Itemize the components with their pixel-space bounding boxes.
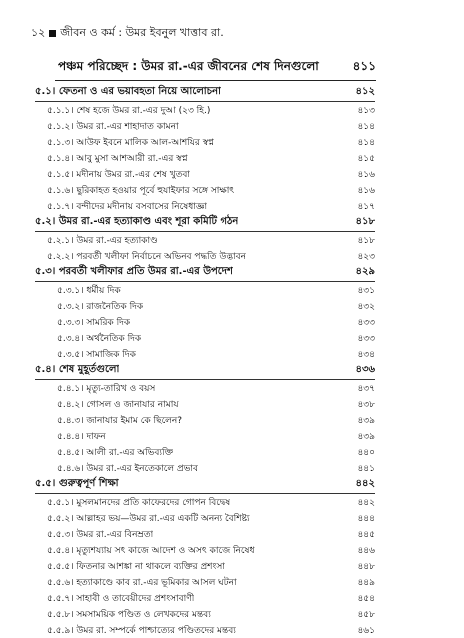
- toc-entry-page: ৪৪৪: [357, 513, 375, 524]
- toc-entry-page: ৪১৮: [355, 216, 375, 227]
- toc-entry-row: [35, 622, 375, 638]
- toc-entry-row: [35, 330, 375, 346]
- toc-entry-page: ৪১৪: [357, 137, 375, 148]
- toc-entry-title: ৫.১.১। শেষ হজে উমর রা.-এর দুআ (২৩ হি.): [47, 105, 211, 116]
- toc-entry-title: ৫.৫.৮। সমসাময়িক পণ্ডিত ও লেখকদের মন্তব্য: [47, 609, 211, 620]
- toc-entry-row: [35, 102, 375, 118]
- toc-entry-title: ৫.২.২। পরবর্তী খলীফা নির্বাচনে অভিনব পদ্ধতি উদ্ভাবন: [47, 251, 246, 262]
- square-bullet-icon: [49, 30, 56, 37]
- toc-entry-title: ৫.৪। শেষ মুহূর্তগুলো: [35, 364, 120, 375]
- toc-entry-title: ৫.৪.৫। আলী রা.-এর অভিব্যক্তি: [57, 447, 174, 458]
- toc-entry-title: ৫.৩.৩। সামরিক দিক: [57, 317, 131, 328]
- toc-entry-title: ৫.৩.৪। অর্থনৈতিক দিক: [57, 333, 142, 344]
- toc-entry-row: [35, 606, 375, 622]
- toc-entry-title: ৫.১.২। উমর রা.-এর শাহাদাত কামনা: [47, 121, 179, 132]
- toc-section-row: [35, 476, 375, 494]
- toc-entry-title: ৫.২। উমর রা.-এর হত্যাকাণ্ড এবং শূরা কমিটি গঠন: [35, 216, 239, 227]
- toc-entry-title: ৫.৫.৪। মৃত্যুশয্যায় সৎ কাজে আদেশ ও অসৎ কাজে নিষেধ: [47, 545, 255, 556]
- toc-entry-page: ৪১৩: [357, 105, 375, 116]
- toc-entry-page: ৪১৭: [357, 201, 375, 212]
- toc-entry-page: ৪৩৪: [357, 349, 375, 360]
- toc-entry-row: [35, 282, 375, 298]
- toc-entry-row: [35, 166, 375, 182]
- toc-entry-page: ৪১৫: [357, 153, 375, 164]
- running-header-text: জীবন ও কর্ম : উমর ইবনুল খাত্তাব রা.: [60, 26, 224, 39]
- toc-entry-page: ৪৪১: [357, 463, 375, 474]
- toc-entry-row: [35, 298, 375, 314]
- toc-section-row: [35, 362, 375, 380]
- toc-entry-row: [35, 118, 375, 134]
- toc-entry-page: ৪২৩: [357, 251, 375, 262]
- page-number: ১২: [31, 26, 46, 39]
- toc-entry-title: ৫.৫.৫। ফিতনার আশঙ্কা না থাকলে ব্যক্তির প্রশংসা: [47, 561, 225, 572]
- chapter-page: ৪১১: [352, 59, 376, 73]
- toc-entry-title: ৫.৫.৩। উমর রা.-এর বিনম্রতা: [47, 529, 154, 540]
- toc-entry-title: ৫.৪.১। মৃত্যু-তারিখ ও বয়স: [57, 383, 156, 394]
- chapter-heading: [58, 58, 376, 78]
- toc-entry-page: ৪৪৬: [357, 545, 375, 556]
- toc-entry-title: ৫.৩.২। রাজনৈতিক দিক: [57, 301, 144, 312]
- toc-entry-page: ৪৩৮: [357, 399, 375, 410]
- toc-entry-page: ৪৪০: [357, 447, 375, 458]
- toc-entry-title: ৫.৩.৫। সামাজিক দিক: [57, 349, 136, 360]
- toc-entry-row: [35, 460, 375, 476]
- table-of-contents: [35, 84, 375, 638]
- toc-entry-title: ৫.৪.৩। জানাযার ইমাম কে ছিলেন?: [57, 415, 183, 426]
- toc-entry-title: ৫.৫.২। আল্লাহর ভয়—উমর রা.-এর একটি অনন্য বৈশিষ্ট্য: [47, 513, 250, 524]
- toc-entry-page: ৪৩৩: [357, 317, 375, 328]
- toc-entry-row: [35, 590, 375, 606]
- toc-entry-title: ৫.১.৩। আউফ ইবনে মালিক আল-আশযির স্বপ্ন: [47, 137, 215, 148]
- toc-entry-title: ৫.৪.৪। দাফন: [57, 431, 106, 442]
- toc-entry-page: ৪৪৫: [357, 529, 375, 540]
- toc-entry-row: [35, 510, 375, 526]
- toc-entry-row: [35, 346, 375, 362]
- toc-entry-row: [35, 558, 375, 574]
- toc-entry-row: [35, 396, 375, 412]
- toc-entry-row: [35, 574, 375, 590]
- toc-entry-page: ৪১৪: [357, 121, 375, 132]
- toc-entry-title: ৫.৪.২। গোসল ও জানাযার নামায: [57, 399, 179, 410]
- toc-entry-page: ৪৩৯: [357, 415, 375, 426]
- toc-entry-row: [35, 150, 375, 166]
- toc-entry-page: ৪২৯: [355, 266, 375, 277]
- toc-entry-row: [35, 542, 375, 558]
- toc-entry-title: ৫.১.৫। মদীনায় উমর রা.-এর শেষ খুতবা: [47, 169, 190, 180]
- toc-entry-row: [35, 444, 375, 460]
- toc-entry-title: ৫.৫.৭। সাহাবী ও তাবেয়ীদের প্রশংসাবাণী: [47, 593, 195, 604]
- chapter-title: পঞ্চম পরিচ্ছেদ : উমর রা.-এর জীবনের শেষ দিনগুলো: [58, 59, 319, 73]
- toc-entry-page: ৪১৬: [357, 185, 375, 196]
- toc-section-row: [35, 214, 375, 232]
- toc-entry-page: ৪৩২: [357, 301, 375, 312]
- toc-entry-page: ৪৪২: [355, 478, 375, 489]
- toc-entry-page: ৪৩৩: [357, 333, 375, 344]
- toc-entry-row: [35, 526, 375, 542]
- toc-entry-row: [35, 232, 375, 248]
- toc-entry-page: ৪৪৯: [357, 577, 375, 588]
- toc-entry-row: [35, 182, 375, 198]
- toc-entry-title: ৫.১। ফেতনা ও এর ভয়াবহতা নিয়ে আলোচনা: [35, 86, 221, 97]
- toc-entry-row: [35, 494, 375, 510]
- toc-entry-title: ৫.১.৪। আবু মুসা আশআরী রা.-এর স্বপ্ন: [47, 153, 188, 164]
- toc-entry-title: ৫.৫.১। মুসলমানদের প্রতি কাফেরদের গোপন বিদ্বেষ: [47, 497, 231, 508]
- toc-entry-title: ৫.৫.৬। হত্যাকাণ্ডে কাব রা.-এর ভূমিকার আসল ঘটনা: [47, 577, 237, 588]
- toc-entry-title: ৫.৫.৯। উমর রা. সম্পর্কে পাশ্চাত্যের পণ্ডিতদের মন্তব্য: [47, 625, 236, 636]
- toc-entry-row: [35, 412, 375, 428]
- toc-entry-page: ৪৫৪: [357, 593, 375, 604]
- toc-entry-row: [35, 134, 375, 150]
- chapter-divider: [55, 80, 376, 81]
- toc-entry-page: ৪৪৮: [357, 561, 375, 572]
- toc-entry-row: [35, 198, 375, 214]
- toc-entry-page: ৪৬১: [357, 625, 375, 636]
- toc-section-row: [35, 84, 375, 102]
- toc-entry-page: ৪১৮: [357, 235, 375, 246]
- toc-entry-page: ৪৩১: [357, 285, 375, 296]
- toc-entry-title: ৫.১.৭। বন্দীদের মদীনায় বসবাসের নিষেধাজ্ঞা: [47, 201, 208, 212]
- toc-entry-title: ৫.৩.১। ধর্মীয় দিক: [57, 285, 121, 296]
- toc-section-row: [35, 264, 375, 282]
- toc-entry-title: ৫.৩। পরবর্তী খলীফার প্রতি উমর রা.-এর উপদেশ: [35, 266, 233, 277]
- toc-entry-row: [35, 248, 375, 264]
- toc-entry-row: [35, 314, 375, 330]
- toc-entry-title: ৫.১.৬। ছুরিকাহত হওয়ার পূর্বে হুযাইফার সঙ্গে সাক্ষাৎ: [47, 185, 235, 196]
- toc-entry-page: ৪১৬: [357, 169, 375, 180]
- toc-entry-page: ৪৩৬: [355, 364, 375, 375]
- toc-entry-row: [35, 428, 375, 444]
- toc-entry-title: ৫.২.১। উমর রা.-এর হত্যাকাণ্ড: [47, 235, 158, 246]
- toc-entry-page: ৪৩৯: [357, 431, 375, 442]
- toc-entry-row: [35, 380, 375, 396]
- toc-entry-title: ৫.৫। গুরুত্বপূর্ণ শিক্ষা: [35, 478, 119, 489]
- toc-entry-title: ৫.৪.৬। উমর রা.-এর ইনতেকালে প্রভাব: [57, 463, 199, 474]
- toc-entry-page: ৪৩৭: [357, 383, 375, 394]
- toc-entry-page: ৪৫৮: [357, 609, 375, 620]
- toc-entry-page: ৪১২: [355, 86, 375, 97]
- running-header: [31, 24, 224, 43]
- toc-entry-page: ৪৪২: [357, 497, 375, 508]
